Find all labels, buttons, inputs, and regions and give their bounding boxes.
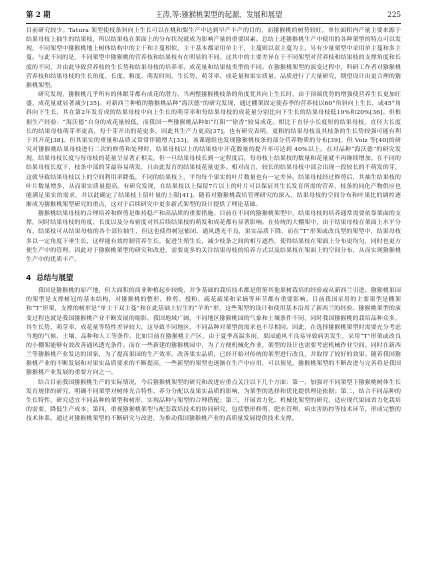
issue-label: 第 2 期 bbox=[26, 10, 51, 19]
paragraph-2: 研究发现，猕猴桃几乎所有的休眠芽都有成花的潜力。当两整猕猴桃枝条的角度优其向上生长时，由于顶端优势的增强使营养生长更加旺盛，成花量就显著减少[35]。对新西兰种植的猕猴桃品种“海沃德”的研究发现，通过棚架固定使春季的营养枝以60°角斜向上生长，或45°角斜向下生长，其在第2年发育成的结果母枝中向上生长的萌芽率和每结果母枝的成花量分别比向下生长的结果母枝低19%和20%[36]。但根据生产经验：“海沃德”自身的成花量较低，而我国一些猕猴桃品种如“红阳”“徐香”较易成花。相比于直径小长度短的结果母枝，直径大长度长的结果母枝萌芽率更高，每个芽开出的花更多，因此其生产力更高[37]。也有研究表明，更粗的结果母枝及其枝条的生长势较强可能有利于其开花[38]。但其果实的重量和品质又常常伴随增大[33]。该课题组也发现猕猴桃枝条的部分营养物质的分布[39]。但 Volz 等[40]的研究对猕猴桃结果母枝进行二次的修剪和处理时，结果母枝以上的结果枝中开花数量的提升率可达到 40%以上。在对品种“海沃德”的研究发现，结果母枝长度与每母枝的花量呈显著正相关，但一旦结果母枝长到一定程度后，每母枝上结果枝的数量和花量就不再继续增加。在不同的结果母枝长度下，枝条中部的芽最容易萌发，且由此发育的结果枝花量更多。相对而言，较长的结果母枝中部会出现一段较长的不萌发的芽，这就导致结果母枝以上的空间利用率降低。不同的结果枝上，平均每个果实的叶片数量也有一定差异。结果母枝经过修剪后，其抽生结果枝的叶片数量增多，从而果实质量提高。有研究发现，在结果枝以上保留7片以上的叶片可以保证其生长发育所需的营养，枝条的同化产物供应也能满足果实的需求，并以此确定了结果枝上留叶量的上限[41]。随着对猕猴桃栽培管理研究的深入，结果母枝的空间分布和叶果比的调控逐渐成为猕猴桃架型研究的重点，这对于后续研究中更多新式架型的设计提供了理论基础。 bbox=[26, 92, 401, 208]
conclusion-paragraph-2: 结合目前我国猕猴桃生产的实际情况，今后猕猴桃架型的研究和改进应重点关注以下几个方面：第一，加强对不同架型下猕猴桃树体生长发育规律的研究，明确不同架型对树体光合特性、养分分配以及果实品质的影响，为架型的选择和优化提供理论依据；第二，结合不同品种的生长特性，研究适宜不同品种的架型和树形，实现品种与架型的合理搭配；第三，开展省力化、机械化架型的研究，适应现代果园省力化栽培的需要，降低生产成本；第四，重视猕猴桃架型与配套栽培技术的协同研究，包括整形修剪、肥水管理、病虫害防控等技术环节，形成完整的技术体系。通过对猕猴桃架型的不断研究与改进，为推动我国猕猴桃产业的高质量发展提供技术支撑。 bbox=[26, 379, 401, 423]
section-number: 4 bbox=[26, 273, 32, 283]
paragraph-3: 猕猴桃结果母枝的合理培养和修剪是维持稳产和高品质的重要措施。目前在不同的猕猴桃架型中，结果母枝的培养通常需要依靠架面的支撑，同时结果母枝的角度、长度以及分布密度对其后续结果枝的萌发和成花都有显著影响。在传统的大棚架中，由于结果母枝在架面上水平分布，结果枝可从结果母枝的各个部位抽生，但这也使得树冠郁闭、通风透光不良，果实品质下降。而在“T”形架或改良型的架型中，结果母枝多以一定角度下垂生长，这样能有效控制营养生长，促进生殖生长，减少枝条之间的相互遮挡，使得结果枝在架面上分布更均匀，同时也更方便生产中的管理。因此对于猕猴桃架型的研究和改进，需要更多的关注结果母枝的培养方式以及结果枝在架面上的空间分布，从而实现猕猴桃生产中的优质丰产。 bbox=[26, 211, 401, 263]
conclusion-paragraph-1: 我国是猕猴桃的原产地，但大面积的商业种植起步较晚，并争基础的栽培技术都是借鉴其他果树栽培的经验或从新西兰引进。猕猴桃果园的架型是支撑树冠的基本结构，对猕猴桃的整形、修剪、授粉、疏花疏果和采摘等环节都有重要影响。目前我国采用的主要架型是棚架和“T”形架，支撑的树形是“单主干双主蔓”和在此基础上衍生的“羊角”形，这些架型的设计和使用基本沿用了新西兰的经验。猕猴桃架型的演变过程也就是我国猕猴桃产业不断发展的缩影。我国地域广阔，不同地区猕猴桃园的气象和土壤条件不同，同时我国猕猴桃的栽培品种众多，其生长势、萌芽率、成花量等特性差异较大，这导致不同地区、不同品种对架型的需求也不尽相同。因此，在选择猕猴桃架型时需要充分考虑当地的气候、土壤、品种和人工等条件。比如目前在猕猴桃主产区，由于夏季高温多雨，果园通风不良易导致病害发生，采用“T”形架或改良的小棚架能够有效改善通风透光条件。而在一些新建的猕猴桃园中，为了方便机械化作业，架型的设计也需要考虑机械作业空间。同时在新西兰等猕猴桃产业发达的国家，为了提高果园的生产效率，改善果实品质，已经开始对传统的架型进行改良，并取得了较好的效果。随着我国猕猴桃产业的不断发展和对果实品质要求的不断提高，一些新型的架型也逐渐在生产中应用，可以预见，猕猴桃架型的不断改进与完善将是我国猕猴桃产业发展的重要方向之一。 bbox=[26, 288, 401, 377]
body-text bbox=[26, 27, 401, 265]
running-title: 王涛,等:猕猴桃架型的起源、发展和展望 bbox=[155, 10, 283, 19]
journal-page bbox=[26, 10, 401, 424]
section-title: 总结与展望 bbox=[36, 273, 74, 283]
conclusion-text bbox=[26, 287, 401, 424]
running-header bbox=[26, 10, 401, 24]
page-number: 225 bbox=[387, 10, 401, 19]
section-heading bbox=[26, 272, 401, 283]
paragraph-1: 目前研究较少。Tatura 架型使枝条斜向上生长可以在桃和梨生产中达到早产丰产的目的，而猕猴桃的树势较旺，单位面积内产量主要来源于结果母枝上抽生的结果枝，所以结果枝在架面上的分布状况就成为影响产量的重要因素。总结上述猕猴桃生产中使用的各种架型的特点可以发现，不同架型中猕猴桃地上树体结构中的主干和主蔓相似，主干基本都采用单主干，主蔓则以双主蔓为主，另有少量架型中采用单主蔓和多主蔓。与此不同的是，不同架型中猕猴桃的营养枝和结果枝有在明显的不同。这其中的主要差异在于不同架型对营养枝和结果枝的支撑角度和长度的不同，并由此导致营养枝的生长势和结果母枝的培养率、成花量和结果枝类型的不同。在猕猴桃架型的演变过程中，科研工作者对猕猴桃营养枝和结果母枝的生长角度、长度、粗度、萌发时间、生长势、萌芽率、成花量和果实质量、品质进行了大量研究，期望设计出更合理的猕猴桃架型。 bbox=[26, 28, 401, 89]
